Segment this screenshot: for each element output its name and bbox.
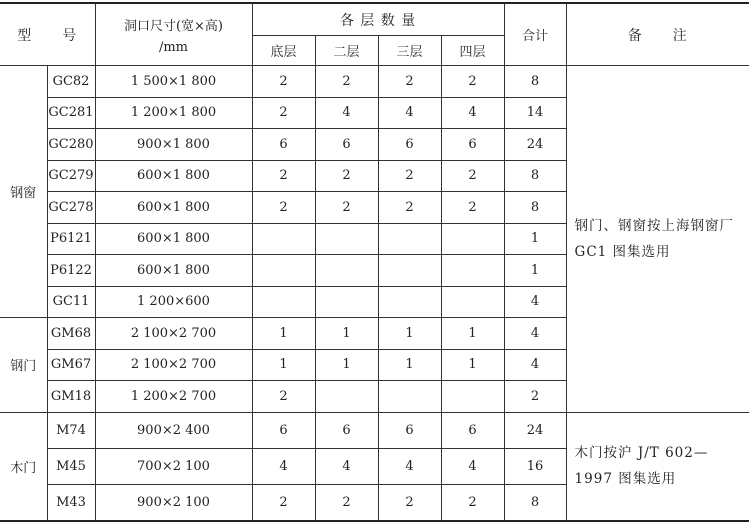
total-cell: 24 bbox=[504, 412, 566, 448]
floor-qty-cell: 1 bbox=[315, 318, 378, 350]
floor-qty-cell: 6 bbox=[378, 412, 441, 448]
model-cell: GC278 bbox=[47, 192, 95, 224]
header-floors-group: 各 层 数 量 bbox=[252, 3, 504, 36]
floor-qty-cell: 2 bbox=[441, 484, 504, 521]
floor-qty-cell bbox=[252, 223, 315, 255]
remarks-wood: 木门按沪 J/T 602—1997 图集选用 bbox=[566, 412, 749, 521]
floor-qty-cell: 2 bbox=[315, 160, 378, 192]
floor-qty-cell: 2 bbox=[315, 66, 378, 98]
group-name: 钢窗 bbox=[0, 66, 47, 318]
model-cell: GC281 bbox=[47, 97, 95, 129]
floor-qty-cell bbox=[315, 286, 378, 318]
floor-qty-cell: 2 bbox=[441, 160, 504, 192]
header-size-line1: 洞口尺寸(宽×高) bbox=[123, 18, 224, 34]
floor-qty-cell bbox=[315, 255, 378, 287]
header-type: 型 号 bbox=[0, 3, 95, 66]
header-total: 合计 bbox=[504, 3, 566, 66]
table-body bbox=[0, 66, 749, 521]
floor-qty-cell: 2 bbox=[315, 484, 378, 521]
floor-qty-cell: 1 bbox=[378, 349, 441, 381]
floor-qty-cell: 6 bbox=[441, 129, 504, 161]
floor-qty-cell: 4 bbox=[378, 448, 441, 484]
model-cell: GM68 bbox=[47, 318, 95, 350]
total-cell: 4 bbox=[504, 318, 566, 350]
floor-qty-cell: 2 bbox=[252, 160, 315, 192]
total-cell: 4 bbox=[504, 349, 566, 381]
floor-qty-cell: 4 bbox=[315, 448, 378, 484]
floor-qty-cell: 4 bbox=[441, 97, 504, 129]
floor-qty-cell bbox=[378, 286, 441, 318]
total-cell: 8 bbox=[504, 160, 566, 192]
remarks-steel: 钢门、钢窗按上海钢窗厂 GC1 图集选用 bbox=[566, 66, 749, 413]
floor-qty-cell: 1 bbox=[252, 318, 315, 350]
total-cell: 4 bbox=[504, 286, 566, 318]
floor-qty-cell bbox=[378, 255, 441, 287]
floor-qty-cell bbox=[378, 223, 441, 255]
total-cell: 8 bbox=[504, 484, 566, 521]
floor-qty-cell: 6 bbox=[252, 412, 315, 448]
model-cell: GM67 bbox=[47, 349, 95, 381]
floor-qty-cell: 2 bbox=[315, 192, 378, 224]
header-size bbox=[95, 3, 252, 66]
floor-qty-cell: 2 bbox=[441, 192, 504, 224]
floor-qty-cell: 2 bbox=[441, 66, 504, 98]
floor-qty-cell: 6 bbox=[315, 129, 378, 161]
table-row bbox=[0, 412, 749, 448]
floor-qty-cell: 2 bbox=[252, 484, 315, 521]
size-cell: 1 200×1 800 bbox=[95, 97, 252, 129]
floor-qty-cell: 2 bbox=[252, 66, 315, 98]
size-cell: 2 100×2 700 bbox=[95, 349, 252, 381]
total-cell: 24 bbox=[504, 129, 566, 161]
floor-qty-cell: 4 bbox=[441, 448, 504, 484]
floor-qty-cell bbox=[252, 255, 315, 287]
size-cell: 1 500×1 800 bbox=[95, 66, 252, 98]
floor-qty-cell bbox=[315, 381, 378, 413]
floor-qty-cell: 1 bbox=[441, 349, 504, 381]
model-cell: M43 bbox=[47, 484, 95, 521]
floor-qty-cell: 4 bbox=[315, 97, 378, 129]
floor-qty-cell bbox=[378, 381, 441, 413]
model-cell: GM18 bbox=[47, 381, 95, 413]
size-cell: 900×1 800 bbox=[95, 129, 252, 161]
floor-qty-cell bbox=[441, 255, 504, 287]
total-cell: 1 bbox=[504, 255, 566, 287]
size-cell: 1 200×2 700 bbox=[95, 381, 252, 413]
floor-qty-cell bbox=[441, 223, 504, 255]
floor-qty-cell: 6 bbox=[378, 129, 441, 161]
floor-qty-cell: 6 bbox=[441, 412, 504, 448]
model-cell: P6122 bbox=[47, 255, 95, 287]
size-cell: 2 100×2 700 bbox=[95, 318, 252, 350]
floor-qty-cell: 2 bbox=[378, 192, 441, 224]
floor-qty-cell: 2 bbox=[252, 97, 315, 129]
table-row bbox=[0, 66, 749, 98]
floor-qty-cell bbox=[315, 223, 378, 255]
header-floor-3: 三层 bbox=[378, 36, 441, 66]
model-cell: GC82 bbox=[47, 66, 95, 98]
floor-qty-cell: 6 bbox=[315, 412, 378, 448]
group-name: 木门 bbox=[0, 412, 47, 521]
floor-qty-cell: 4 bbox=[252, 448, 315, 484]
size-cell: 1 200×600 bbox=[95, 286, 252, 318]
floor-qty-cell bbox=[441, 381, 504, 413]
floor-qty-cell bbox=[441, 286, 504, 318]
floor-qty-cell: 1 bbox=[315, 349, 378, 381]
total-cell: 8 bbox=[504, 66, 566, 98]
header-floor-1: 底层 bbox=[252, 36, 315, 66]
model-cell: M45 bbox=[47, 448, 95, 484]
header-remarks: 备 注 bbox=[566, 3, 749, 66]
floor-qty-cell: 2 bbox=[378, 160, 441, 192]
floor-qty-cell bbox=[252, 286, 315, 318]
total-cell: 14 bbox=[504, 97, 566, 129]
model-cell: GC11 bbox=[47, 286, 95, 318]
floor-qty-cell: 2 bbox=[378, 66, 441, 98]
model-cell: GC280 bbox=[47, 129, 95, 161]
model-cell: P6121 bbox=[47, 223, 95, 255]
total-cell: 2 bbox=[504, 381, 566, 413]
size-cell: 600×1 800 bbox=[95, 255, 252, 287]
floor-qty-cell: 6 bbox=[252, 129, 315, 161]
header-floor-2: 二层 bbox=[315, 36, 378, 66]
model-cell: M74 bbox=[47, 412, 95, 448]
header-floor-4: 四层 bbox=[441, 36, 504, 66]
size-cell: 900×2 400 bbox=[95, 412, 252, 448]
size-cell: 700×2 100 bbox=[95, 448, 252, 484]
floor-qty-cell: 1 bbox=[441, 318, 504, 350]
floor-qty-cell: 1 bbox=[378, 318, 441, 350]
group-name: 钢门 bbox=[0, 318, 47, 413]
floor-qty-cell: 2 bbox=[252, 381, 315, 413]
floor-qty-cell: 2 bbox=[252, 192, 315, 224]
size-cell: 600×1 800 bbox=[95, 192, 252, 224]
header-size-line2: /mm bbox=[158, 39, 189, 55]
floor-qty-cell: 1 bbox=[252, 349, 315, 381]
size-cell: 600×1 800 bbox=[95, 223, 252, 255]
size-cell: 900×2 100 bbox=[95, 484, 252, 521]
total-cell: 16 bbox=[504, 448, 566, 484]
floor-qty-cell: 2 bbox=[378, 484, 441, 521]
size-cell: 600×1 800 bbox=[95, 160, 252, 192]
total-cell: 8 bbox=[504, 192, 566, 224]
total-cell: 1 bbox=[504, 223, 566, 255]
door-window-schedule-table bbox=[0, 2, 749, 522]
floor-qty-cell: 4 bbox=[378, 97, 441, 129]
model-cell: GC279 bbox=[47, 160, 95, 192]
